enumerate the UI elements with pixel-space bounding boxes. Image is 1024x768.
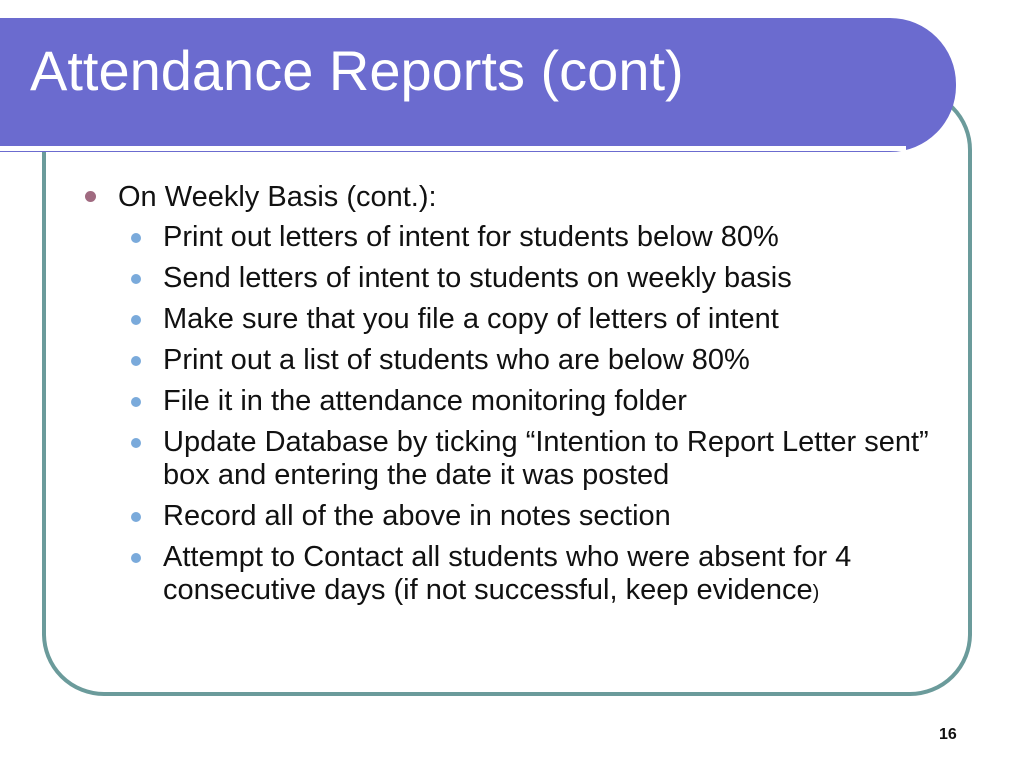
list-item [125, 500, 960, 533]
bullet-dot [131, 553, 141, 563]
list-item [125, 541, 960, 610]
bullet-dot [85, 191, 96, 202]
list-item-level1 [80, 178, 960, 216]
list-item-text-tail: ) [812, 582, 820, 604]
list-item-text: Print out letters of intent for students below 80% [163, 221, 779, 253]
slide-title: Attendance Reports (cont) [30, 39, 684, 102]
bullet-dot [131, 356, 141, 366]
list-item-text: Attempt to Contact all students who were absent for 4 consecutive days (if not successful, keep evidence [163, 541, 852, 606]
list-item [125, 344, 960, 377]
list-item-text: Print out a list of students who are below 80% [163, 344, 750, 376]
bullet-dot [131, 315, 141, 325]
page-number: 16 [939, 726, 957, 743]
list-item [125, 221, 960, 254]
list-item [125, 385, 960, 418]
list-item-text: On Weekly Basis (cont.): [118, 181, 437, 213]
list-item-text: Update Database by ticking “Intention to Report Letter sent” box and entering the date it was posted [163, 426, 929, 491]
list-item [125, 303, 960, 336]
list-item-text: Send letters of intent to students on weekly basis [163, 262, 792, 294]
title-underline [0, 146, 906, 151]
bullet-dot [131, 438, 141, 448]
bullet-list [80, 178, 960, 618]
bullet-dot [131, 233, 141, 243]
list-item-text: Record all of the above in notes section [163, 500, 671, 532]
list-item [125, 426, 960, 492]
list-item-text: File it in the attendance monitoring folder [163, 385, 687, 417]
bullet-dot [131, 512, 141, 522]
list-item-text: Make sure that you file a copy of letters of intent [163, 303, 779, 335]
bullet-dot [131, 274, 141, 284]
bullet-dot [131, 397, 141, 407]
list-item [125, 262, 960, 295]
